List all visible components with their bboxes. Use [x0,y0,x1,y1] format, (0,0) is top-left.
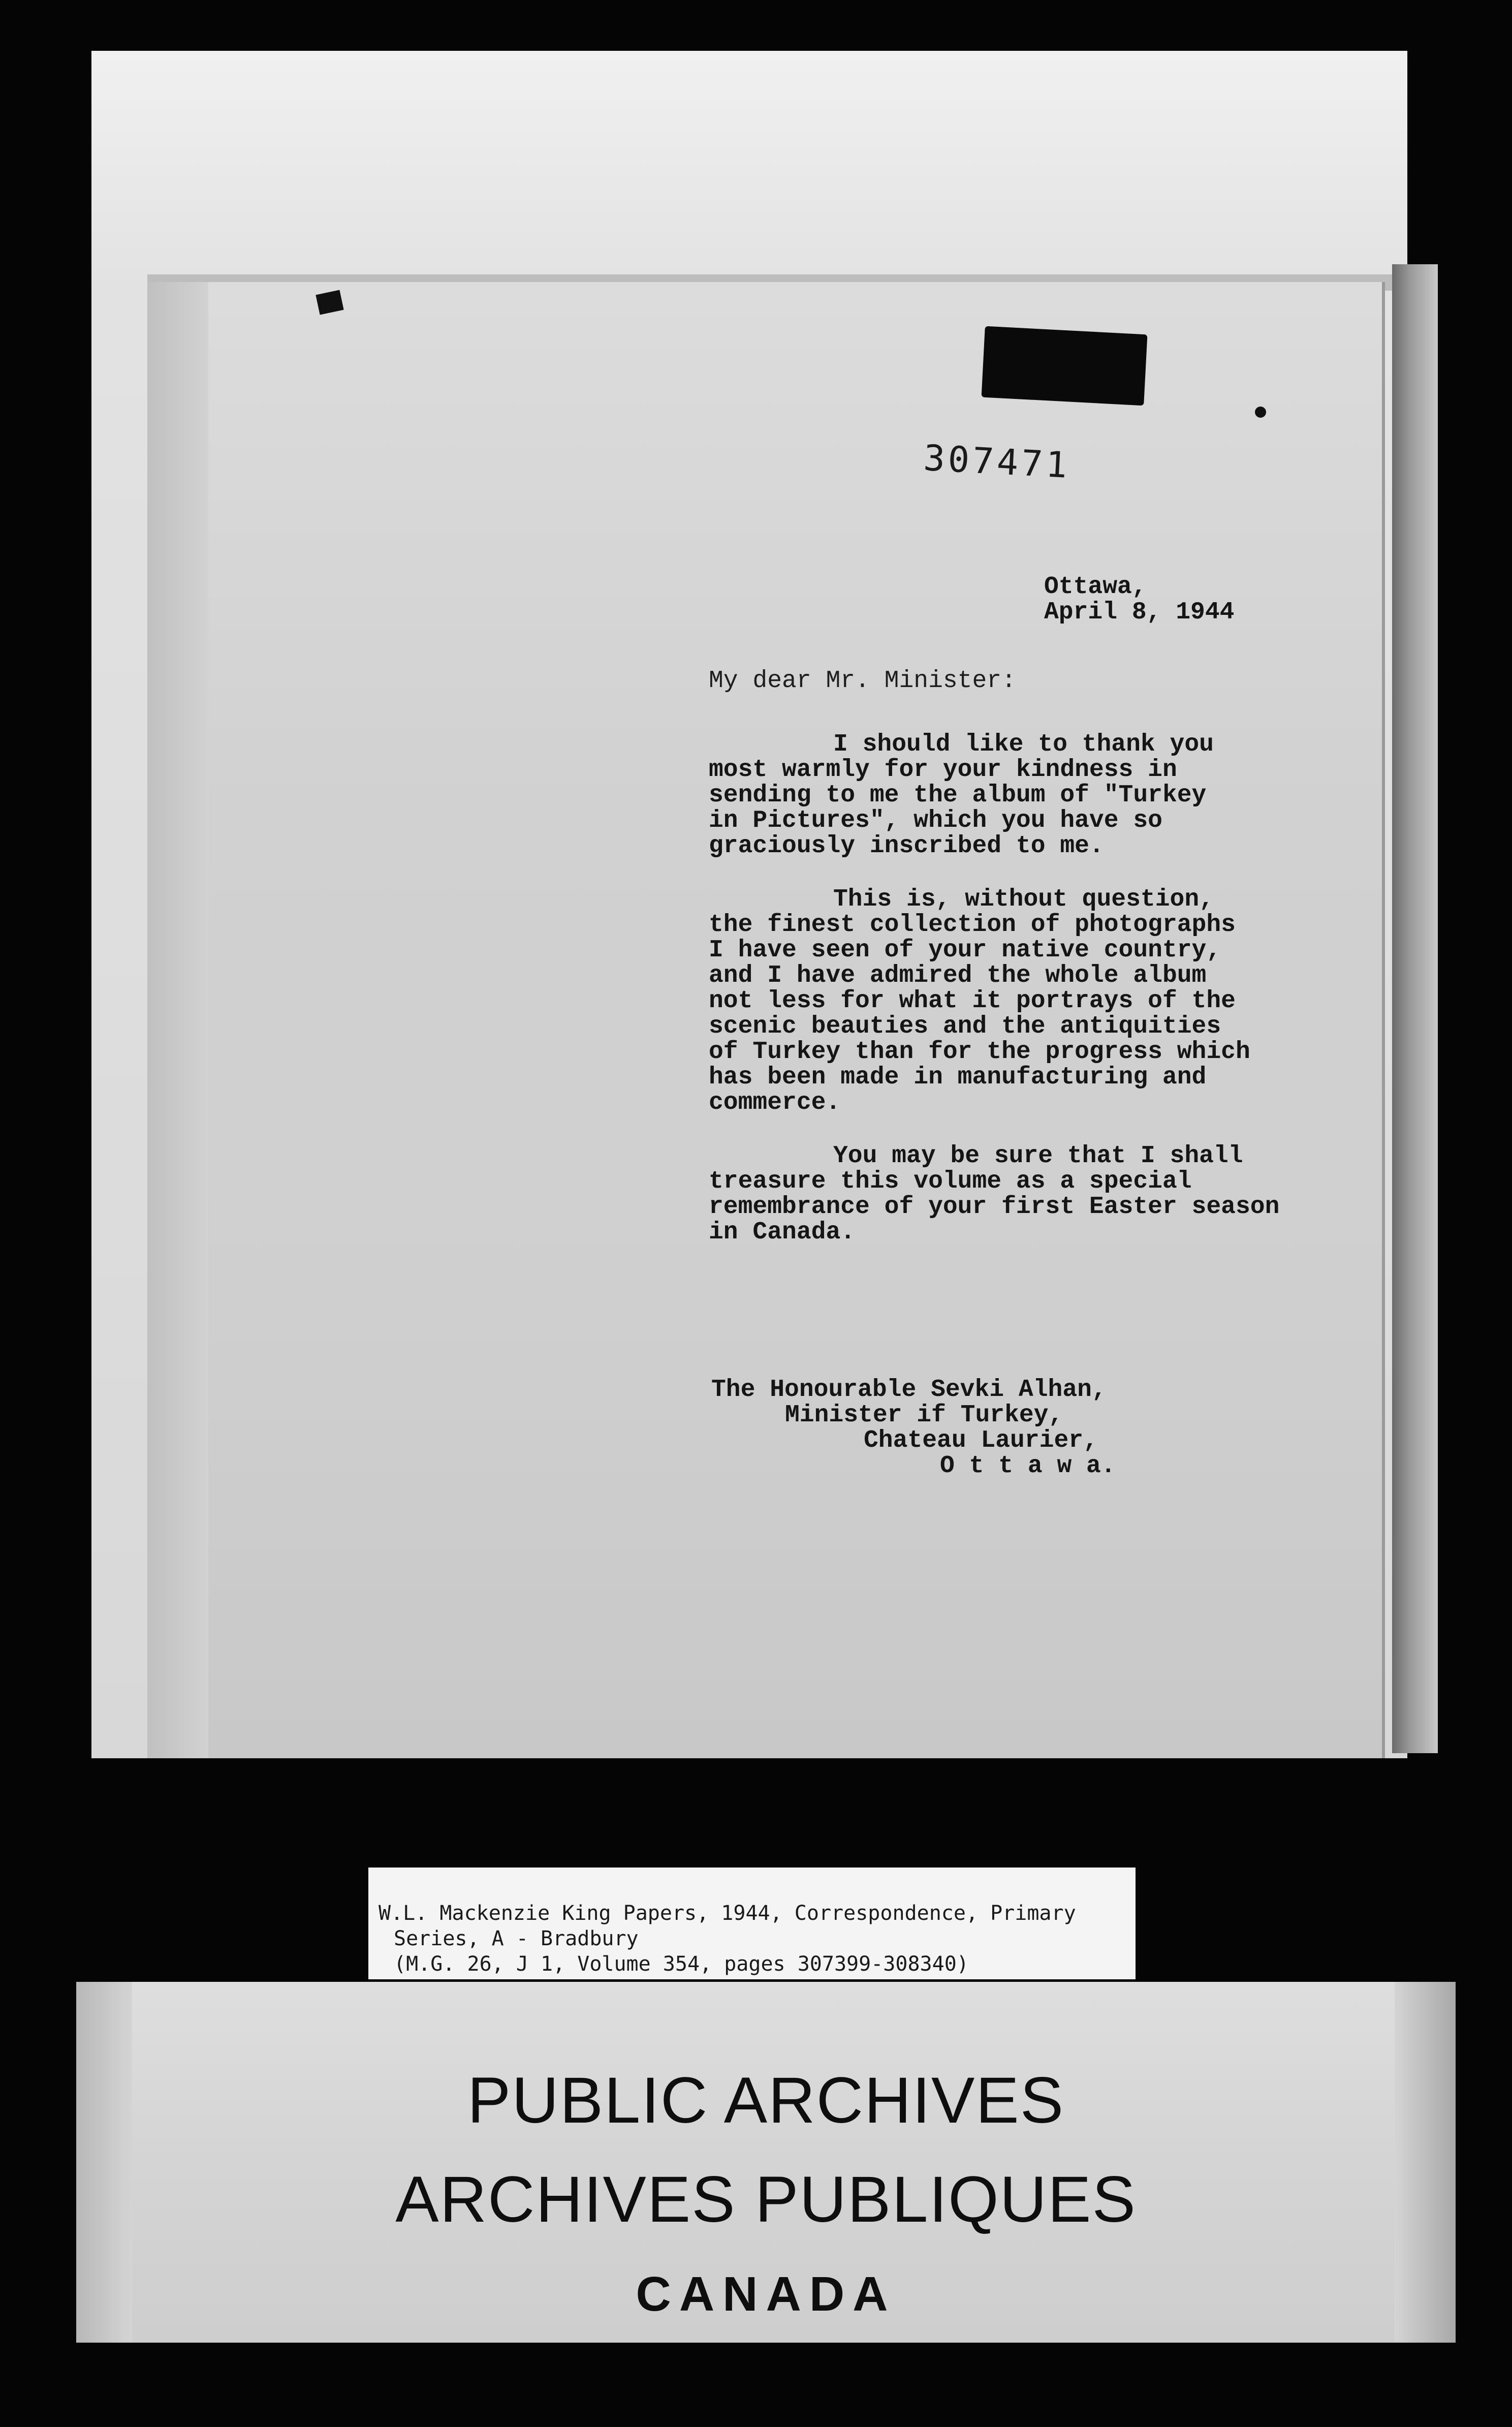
paragraph-line: treasure this volume as a special [709,1168,1192,1195]
archives-country: CANADA [636,2267,896,2321]
paragraph-line: in Canada. [709,1219,856,1246]
citation-line: Series, A - Bradbury [394,1927,639,1950]
paragraph-line: graciously inscribed to me. [709,832,1104,860]
citation-line: (M.G. 26, J 1, Volume 354, pages 307399-308340) [394,1952,969,1976]
salutation: My dear Mr. Minister: [709,667,1016,695]
paragraph-line: sending to me the album of "Turkey [709,782,1207,809]
paragraph-line: most warmly for your kindness in [709,756,1177,784]
paragraph-line: remembrance of your first Easter season [709,1193,1280,1221]
addressee-line: The Honourable Sevki Alhan, [711,1376,1107,1404]
addressee-line: O t t a w a. [940,1452,1116,1480]
letter-left-fold [147,282,208,1758]
paragraph-line: commerce. [709,1089,841,1116]
redaction-block [982,326,1148,406]
paragraph-line: I should like to thank you [833,731,1214,758]
date: April 8, 1944 [1044,599,1235,626]
paragraph-line: This is, without question, [833,886,1214,913]
citation-line: W.L. Mackenzie King Papers, 1944, Correspondence, Primary [379,1902,1076,1925]
addressee-line: Chateau Laurier, [864,1427,1098,1454]
paragraph-line: You may be sure that I shall [833,1142,1243,1170]
paragraph-line: of Turkey than for the progress which [709,1038,1250,1066]
paragraph-line: and I have admired the whole album [709,962,1207,989]
document-number: 307471 [922,437,1072,487]
ink-dot [1255,407,1266,418]
paragraph-1 [709,732,1214,859]
paragraph-2 [709,887,1250,1115]
paragraph-line: I have seen of your native country, [709,937,1221,964]
paragraph-line: scenic beauties and the antiquities [709,1013,1221,1040]
addressee-line: Minister if Turkey, [785,1402,1063,1429]
paragraph-line: in Pictures", which you have so [709,807,1162,834]
archives-title-french: ARCHIVES PUBLIQUES [395,2163,1137,2236]
paragraph-line: has been made in manufacturing and [709,1064,1207,1091]
paragraph-line: not less for what it portrays of the [709,987,1236,1015]
archives-title-english: PUBLIC ARCHIVES [467,2064,1065,2137]
place-date [1044,574,1234,625]
paragraph-3 [709,1143,1279,1245]
place: Ottawa, [1044,573,1147,601]
back-sheet-edge [1392,264,1438,1753]
addressee-block [711,1377,1116,1479]
citation-text [379,1901,1076,1977]
paragraph-line: the finest collection of photographs [709,911,1236,939]
